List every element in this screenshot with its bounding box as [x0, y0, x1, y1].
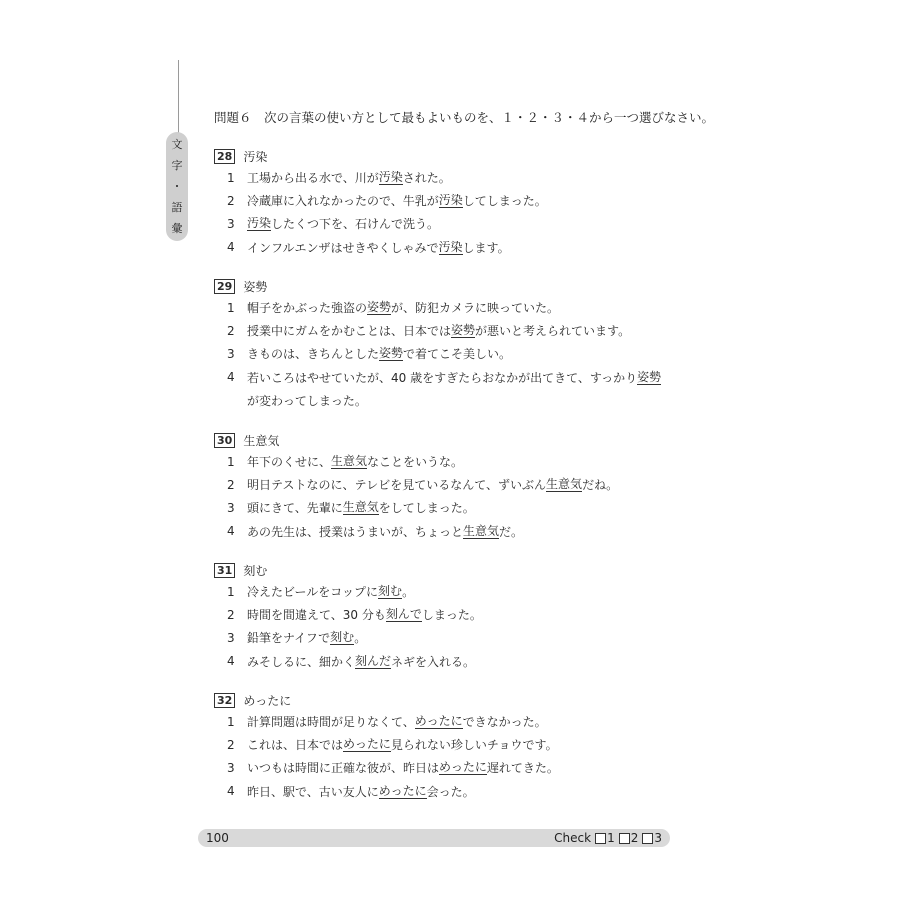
option-number: 1 [227, 170, 235, 185]
option-number: 1 [227, 714, 235, 729]
option-text: 。 [402, 585, 415, 600]
question-30 [214, 430, 684, 543]
option-text: が悪いと考えられています。 [475, 324, 631, 339]
option-number: 2 [227, 607, 235, 622]
option-row[interactable] [214, 780, 684, 803]
question-word: めったに [243, 693, 292, 708]
option-target-word: めったに [343, 737, 391, 752]
option-number: 2 [227, 737, 235, 752]
option-row[interactable] [214, 450, 684, 473]
option-text: 計算問題は時間が足りなくて、 [247, 715, 415, 730]
question-header [214, 560, 684, 580]
option-number: 2 [227, 477, 235, 492]
option-text: 授業中にガムをかむことは、日本では [247, 324, 452, 339]
option-number: 3 [227, 346, 235, 361]
question-number: 28 [214, 149, 235, 164]
option-text: 工場から出る水で、川が [247, 171, 379, 186]
option-number: 4 [227, 240, 235, 255]
question-31 [214, 560, 684, 673]
check-box[interactable] [595, 833, 606, 844]
option-row[interactable] [214, 319, 684, 342]
option-number: 1 [227, 584, 235, 599]
question-header [214, 276, 684, 296]
option-row[interactable] [214, 733, 684, 756]
option-text: したくつ下を、石けんで洗う。 [271, 217, 440, 232]
option-number: 3 [227, 760, 235, 775]
question-header [214, 690, 684, 710]
option-row[interactable] [214, 520, 684, 543]
question-32 [214, 690, 684, 803]
section-tab [166, 132, 188, 241]
option-text: だ。 [499, 524, 524, 539]
option-number: 4 [227, 370, 235, 385]
option-number: 3 [227, 500, 235, 515]
question-word: 刻む [243, 563, 268, 578]
question-number: 31 [214, 563, 235, 578]
option-text: しまった。 [421, 608, 482, 623]
option-text: みそしるに、細かく [247, 654, 356, 669]
option-row[interactable] [214, 296, 684, 319]
option-text: で着てこそ美しい。 [403, 347, 512, 362]
option-text: だね。 [582, 478, 619, 493]
check-box-label: 1 [607, 831, 615, 845]
option-text: 明日テストなのに、テレビを見ているなんて、ずいぶん [247, 478, 547, 493]
option-continuation: が変わってしまった。 [247, 393, 367, 408]
option-target-word: 汚染 [378, 170, 403, 185]
option-row[interactable] [214, 366, 684, 389]
option-row[interactable] [214, 236, 684, 259]
check-box[interactable] [642, 833, 653, 844]
option-number: 1 [227, 300, 235, 315]
option-row[interactable] [214, 580, 684, 603]
check-box[interactable] [619, 833, 630, 844]
option-number: 2 [227, 193, 235, 208]
option-row[interactable] [214, 473, 684, 496]
option-text: 冷蔵庫に入れなかったので、牛乳が [247, 194, 439, 209]
option-target-word: めったに [378, 783, 427, 798]
check-box-label: 2 [630, 831, 639, 845]
option-text: 冷えたビールをコップに [247, 585, 379, 600]
option-number: 4 [227, 654, 235, 669]
option-target-word: 生意気 [546, 477, 583, 492]
option-number: 2 [227, 323, 235, 338]
page-footer [198, 829, 670, 847]
section-tab-char: ・ [171, 180, 183, 193]
option-target-word: 刻む [330, 630, 355, 645]
option-row[interactable] [214, 650, 684, 673]
option-text: 見られない珍しいチョウです。 [390, 738, 558, 753]
option-target-word: 姿勢 [367, 300, 392, 315]
option-text: 鉛筆をナイフで [247, 631, 331, 646]
option-text: なことをいうな。 [367, 455, 464, 470]
question-number: 29 [214, 279, 235, 294]
option-text: 年下のくせに、 [247, 455, 332, 470]
option-text: できなかった。 [462, 715, 547, 730]
option-target-word: 刻む [378, 584, 403, 599]
check-label: Check [554, 831, 592, 845]
option-row[interactable] [214, 603, 684, 626]
option-text: 会った。 [426, 784, 475, 799]
option-target-word: 刻んで [385, 607, 422, 622]
option-text: 帽子をかぶった強盗の [247, 301, 368, 316]
instruction: 問題６ 次の言葉の使い方として最もよいものを、１・２・３・４から一つ選びなさい。 [214, 110, 715, 125]
question-header [214, 146, 684, 166]
question-word: 姿勢 [243, 279, 268, 294]
section-tab-char: 彙 [171, 222, 183, 235]
option-text: 遅れてきた。 [486, 761, 559, 776]
question-number: 32 [214, 693, 235, 708]
section-tab-char: 字 [171, 159, 183, 172]
option-row[interactable] [214, 212, 684, 235]
check-box-label: 3 [654, 831, 662, 845]
option-target-word: 姿勢 [451, 323, 476, 338]
option-number: 4 [227, 524, 235, 539]
option-text: します。 [462, 240, 510, 255]
option-target-word: 生意気 [331, 454, 368, 469]
option-text: これは、日本では [247, 738, 344, 753]
question-number: 30 [214, 433, 235, 448]
section-tab-char: 語 [171, 201, 183, 214]
option-target-word: 汚染 [247, 216, 272, 231]
question-29 [214, 276, 684, 412]
option-row[interactable] [214, 496, 684, 519]
section-tab-char: 文 [171, 138, 183, 151]
option-text: いつもは時間に正確な彼が、昨日は [247, 761, 440, 776]
option-target-word: 姿勢 [379, 346, 404, 361]
option-text: あの先生は、授業はうまいが、ちょっと [247, 524, 464, 539]
question-header [214, 430, 684, 450]
option-number: 3 [227, 216, 235, 231]
option-number: 3 [227, 630, 235, 645]
option-text: きものは、きちんとした [247, 347, 380, 362]
option-target-word: めったに [439, 760, 487, 775]
option-target-word: 刻んだ [355, 653, 392, 668]
option-target-word: 生意気 [342, 500, 379, 515]
option-text: 。 [354, 631, 367, 646]
option-text: 時間を間違えて、30 分も [247, 608, 386, 623]
option-target-word: 汚染 [438, 239, 463, 254]
option-row[interactable] [214, 756, 684, 779]
option-target-word: 汚染 [438, 193, 463, 208]
question-word: 生意気 [243, 433, 280, 448]
option-text: をしてしまった。 [378, 501, 475, 516]
option-row[interactable] [214, 710, 684, 733]
option-text: してしまった。 [462, 194, 547, 209]
question-28 [214, 146, 684, 259]
option-row[interactable] [214, 189, 684, 212]
option-number: 4 [227, 784, 235, 799]
option-text: インフルエンザはせきやくしゃみで [247, 240, 439, 255]
option-row[interactable] [214, 166, 684, 189]
option-text: 昨日、駅で、古い友人に [247, 784, 379, 799]
option-text: 頭にきて、先輩に [247, 501, 343, 516]
option-text: が、防犯カメラに映っていた。 [391, 301, 560, 316]
question-word: 汚染 [243, 149, 268, 164]
page-number: 100 [206, 831, 229, 845]
option-text: された。 [402, 171, 451, 186]
option-text: 若いころはやせていたが、40 歳をすぎたらおなかが出てきて、すっかり [247, 370, 638, 385]
option-target-word: 生意気 [463, 523, 500, 538]
option-number: 1 [227, 454, 235, 469]
option-row[interactable] [214, 626, 684, 649]
option-row[interactable] [214, 342, 684, 365]
option-target-word: めったに [414, 714, 463, 729]
option-target-word: 姿勢 [637, 369, 662, 384]
option-text: ネギを入れる。 [391, 654, 476, 669]
check-area [554, 831, 662, 845]
